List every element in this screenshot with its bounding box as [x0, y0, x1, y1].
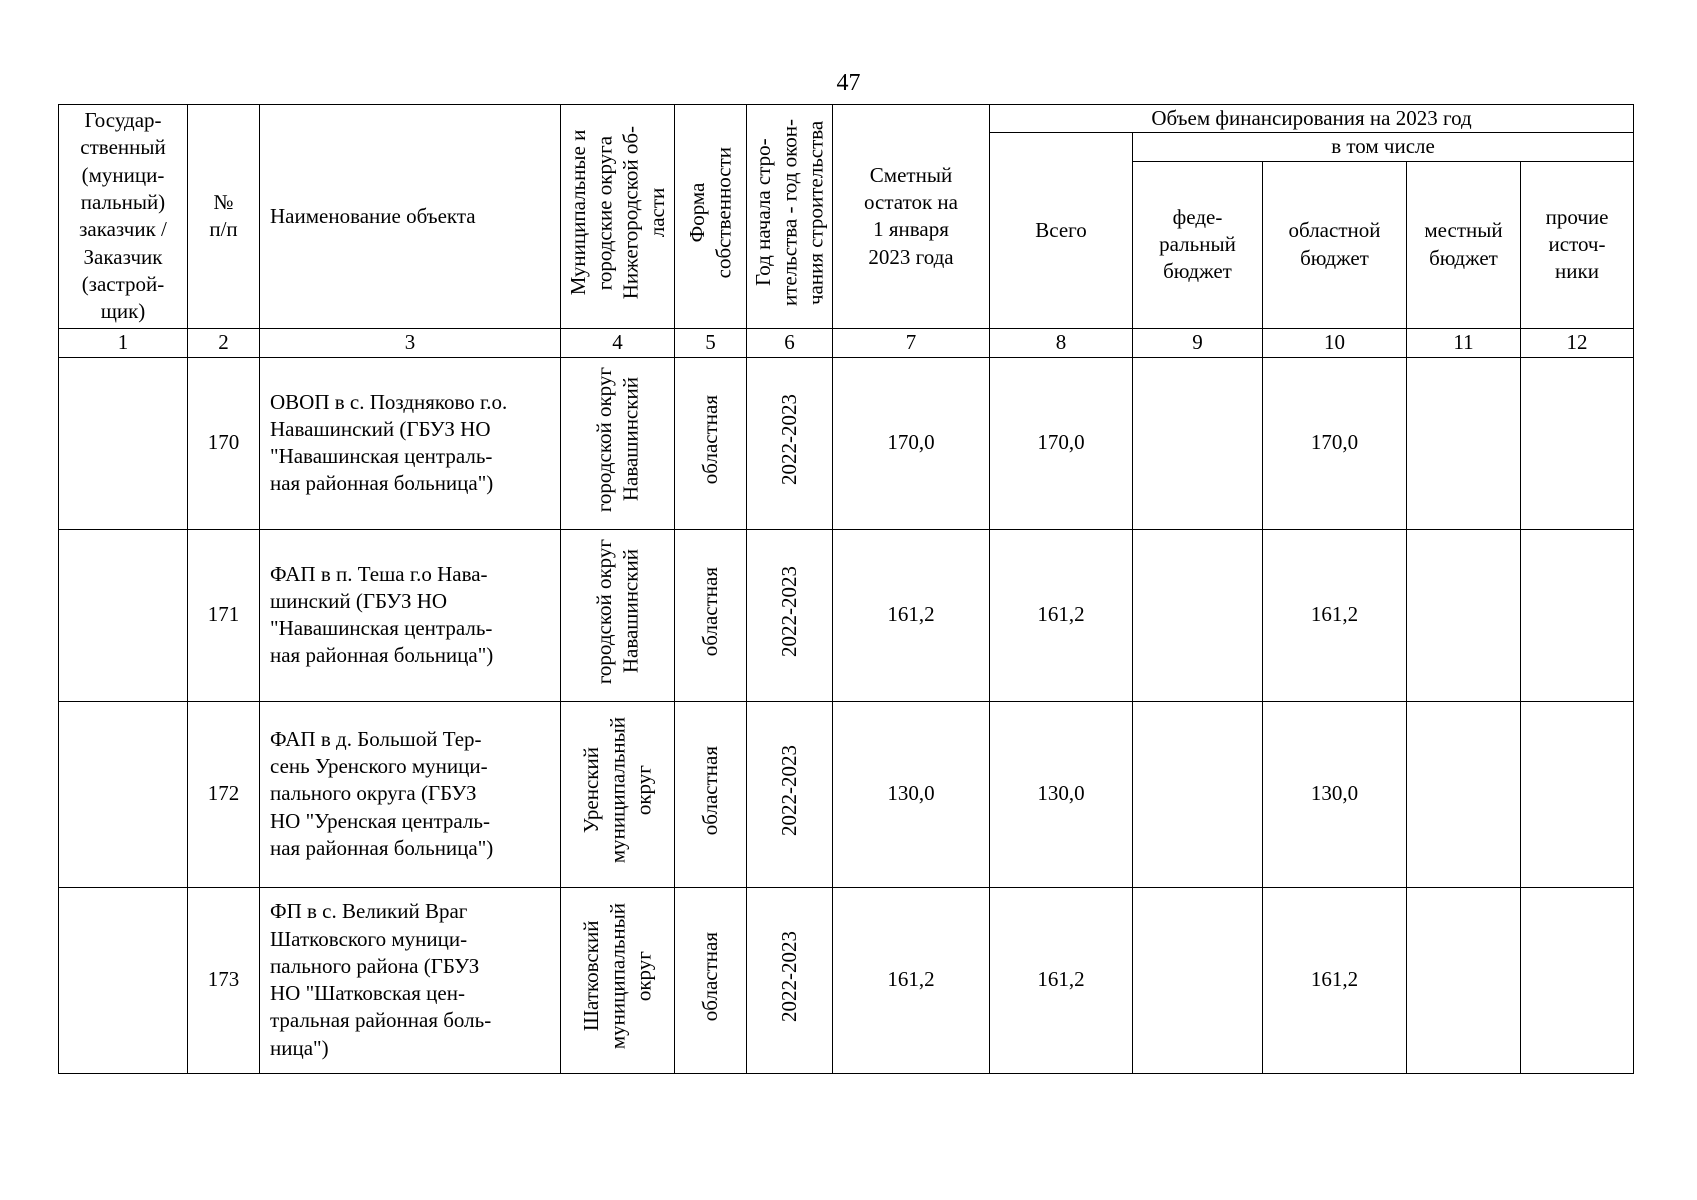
header-local: местный бюджет: [1407, 161, 1521, 328]
cell-num: 171: [188, 529, 260, 701]
table-row: [59, 887, 1634, 1073]
table-row: [59, 701, 1634, 887]
cell-remainder: 130,0: [833, 701, 990, 887]
column-number: 10: [1263, 328, 1407, 357]
cell-regional: 130,0: [1263, 701, 1407, 887]
cell-remainder: 170,0: [833, 357, 990, 529]
header-including: в том числе: [1133, 133, 1634, 161]
column-number: 1: [59, 328, 188, 357]
cell-other: [1521, 701, 1634, 887]
column-number: 5: [675, 328, 747, 357]
cell-name: ФП в с. Великий Враг Шатковского муници- пального района (ГБУЗ НО "Шатковская цен- тральная районная боль- ница"): [260, 887, 561, 1073]
cell-customer: [59, 529, 188, 701]
cell-num: 173: [188, 887, 260, 1073]
cell-local: [1407, 529, 1521, 701]
header-customer: Государ- ственный (муници- пальный) заказчик / Заказчик (застрой- щик): [59, 105, 188, 329]
header-municipality: Муниципальные и городские округа Нижегородской об- ласти: [561, 105, 675, 329]
cell-num: 170: [188, 357, 260, 529]
cell-ownership: областная: [675, 701, 747, 887]
header-funding: Объем финансирования на 2023 год: [990, 105, 1634, 133]
cell-federal: [1133, 357, 1263, 529]
cell-regional: 161,2: [1263, 529, 1407, 701]
header-row: [59, 105, 1634, 133]
cell-municipality: Уренский муниципальный округ: [561, 701, 675, 887]
column-number: 8: [990, 328, 1133, 357]
cell-name: ФАП в п. Теша г.о Нава- шинский (ГБУЗ НО "Навашинская централь- ная районная больница"): [260, 529, 561, 701]
cell-total: 130,0: [990, 701, 1133, 887]
header-remainder: Сметный остаток на 1 января 2023 года: [833, 105, 990, 329]
cell-years: 2022-2023: [747, 529, 833, 701]
cell-ownership: областная: [675, 357, 747, 529]
cell-federal: [1133, 887, 1263, 1073]
column-number: 2: [188, 328, 260, 357]
financing-table: [58, 104, 1634, 1074]
cell-years: 2022-2023: [747, 887, 833, 1073]
column-number: 9: [1133, 328, 1263, 357]
cell-total: 161,2: [990, 887, 1133, 1073]
column-number: 11: [1407, 328, 1521, 357]
header-federal: феде- ральный бюджет: [1133, 161, 1263, 328]
cell-regional: 170,0: [1263, 357, 1407, 529]
cell-other: [1521, 529, 1634, 701]
header-total: Всего: [990, 133, 1133, 328]
cell-other: [1521, 357, 1634, 529]
cell-customer: [59, 357, 188, 529]
cell-years: 2022-2023: [747, 701, 833, 887]
column-number: 6: [747, 328, 833, 357]
cell-other: [1521, 887, 1634, 1073]
header-years: Год начала стро- ительства - год окон- чания строительства: [747, 105, 833, 329]
header-ownership: Форма собственности: [675, 105, 747, 329]
header-num: № п/п: [188, 105, 260, 329]
cell-remainder: 161,2: [833, 529, 990, 701]
column-number: 4: [561, 328, 675, 357]
cell-local: [1407, 357, 1521, 529]
header-regional: областной бюджет: [1263, 161, 1407, 328]
cell-municipality: Шатковский муниципальный округ: [561, 887, 675, 1073]
column-number: 7: [833, 328, 990, 357]
cell-regional: 161,2: [1263, 887, 1407, 1073]
cell-customer: [59, 701, 188, 887]
cell-num: 172: [188, 701, 260, 887]
cell-customer: [59, 887, 188, 1073]
cell-name: ОВОП в с. Поздняково г.о. Навашинский (ГБУЗ НО "Навашинская централь- ная районная больница"): [260, 357, 561, 529]
cell-local: [1407, 701, 1521, 887]
cell-municipality: городской округ Навашинский: [561, 529, 675, 701]
page-number: 47: [836, 70, 861, 96]
table-row: [59, 529, 1634, 701]
cell-federal: [1133, 529, 1263, 701]
cell-ownership: областная: [675, 887, 747, 1073]
cell-years: 2022-2023: [747, 357, 833, 529]
header-other: прочие источ- ники: [1521, 161, 1634, 328]
cell-name: ФАП в д. Большой Тер- сень Уренского муници- пального округа (ГБУЗ НО "Уренская централь- ная районная больница"): [260, 701, 561, 887]
column-number: 3: [260, 328, 561, 357]
header-name: Наименование объекта: [260, 105, 561, 329]
cell-federal: [1133, 701, 1263, 887]
cell-total: 170,0: [990, 357, 1133, 529]
table-row: [59, 357, 1634, 529]
column-number: 12: [1521, 328, 1634, 357]
cell-local: [1407, 887, 1521, 1073]
cell-ownership: областная: [675, 529, 747, 701]
cell-municipality: городской округ Навашинский: [561, 357, 675, 529]
column-numbers-row: [59, 328, 1634, 357]
cell-remainder: 161,2: [833, 887, 990, 1073]
cell-total: 161,2: [990, 529, 1133, 701]
